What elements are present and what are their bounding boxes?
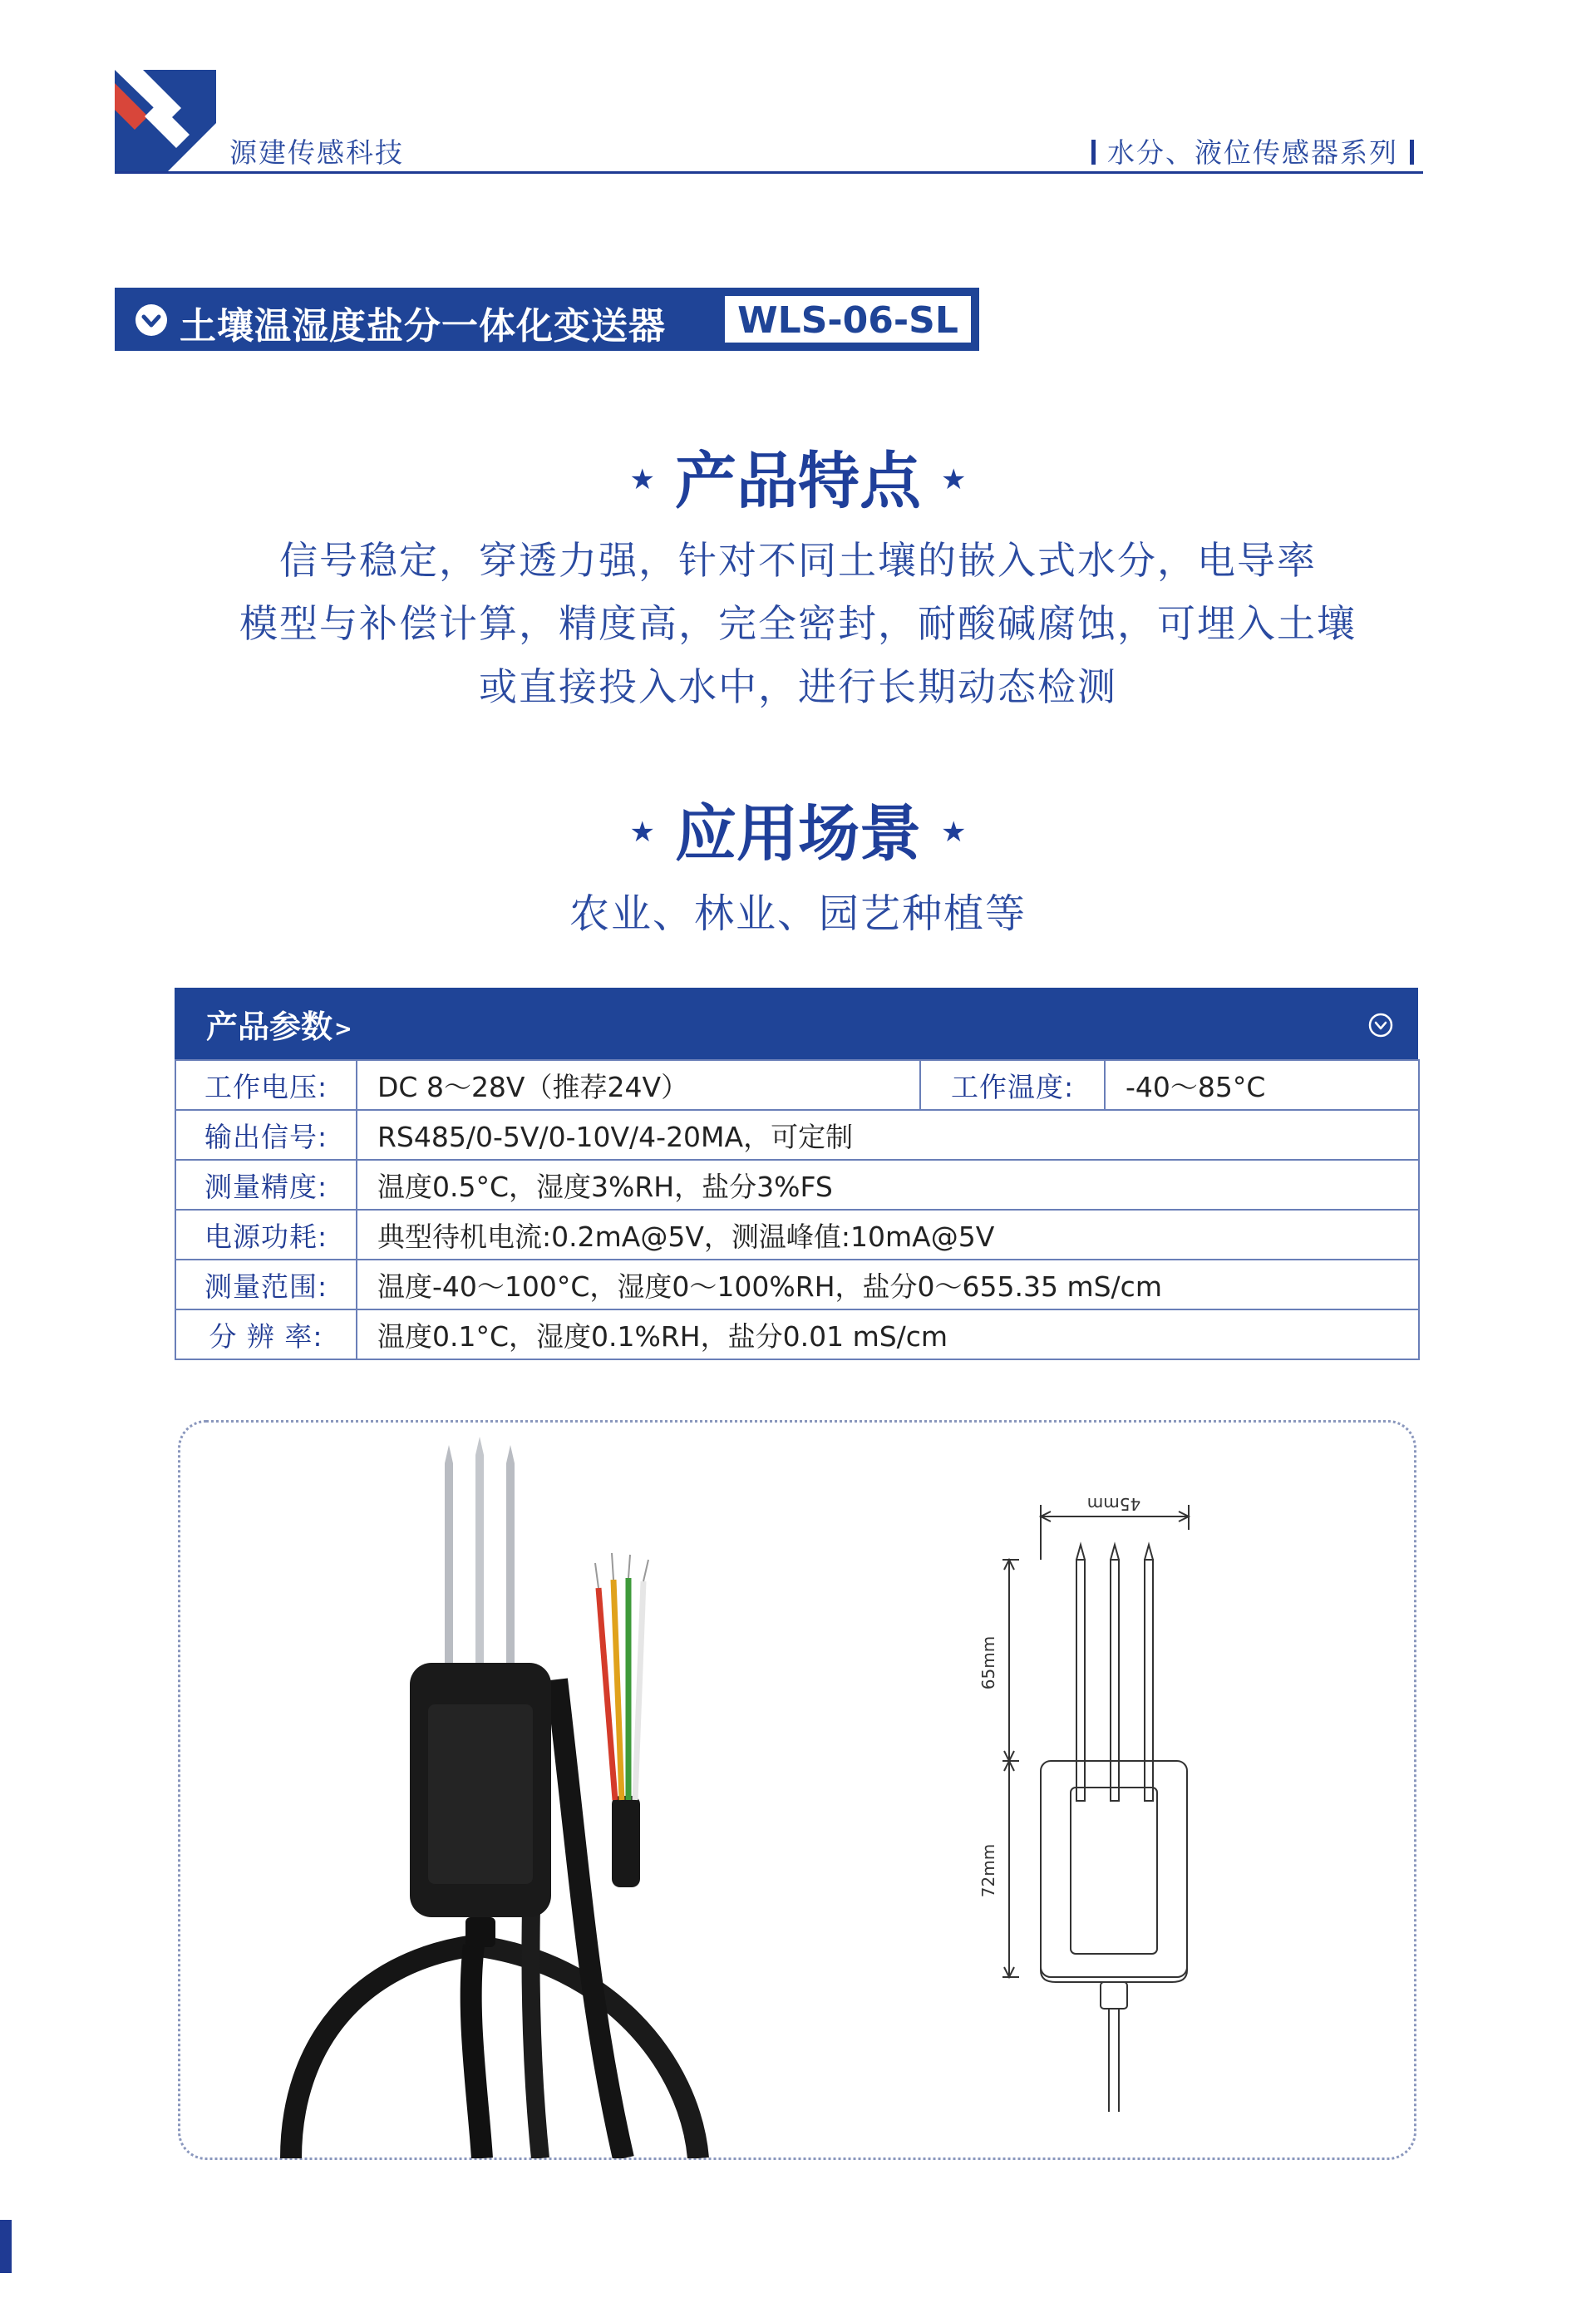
dimension-probe-label: 65mm [978, 1635, 998, 1690]
table-row [175, 1309, 1419, 1359]
star-icon: ★ [629, 816, 655, 849]
features-heading [0, 432, 1596, 520]
star-icon: ★ [629, 463, 655, 496]
star-icon: ★ [941, 463, 967, 496]
company-name: 源建传感科技 [229, 136, 404, 169]
table-row [175, 1160, 1419, 1210]
spec-value: 温度0.5°C，湿度3%RH，盐分3%FS [357, 1160, 1419, 1210]
company-logo [115, 70, 216, 171]
spec-label: 工作电压: [175, 1060, 357, 1110]
features-line: 信号稳定，穿透力强，针对不同土壤的嵌入式水分，电导率 [279, 538, 1317, 583]
table-row [175, 1210, 1419, 1260]
series-bar-left [1091, 140, 1096, 165]
series-bar-right [1410, 140, 1414, 165]
table-row [175, 1060, 1419, 1110]
spec-value: RS485/0-5V/0-10V/4-20MA，可定制 [357, 1110, 1419, 1160]
chevron-circle-icon [135, 304, 167, 336]
spec-label: 电源功耗: [175, 1210, 357, 1260]
dimension-width-label: 45mm [1086, 1494, 1141, 1514]
star-icon: ★ [941, 816, 967, 849]
spec-label: 测量范围: [175, 1260, 357, 1309]
spec-value: DC 8～28V（推荐24V） [357, 1060, 920, 1110]
spec-value: -40～85°C [1105, 1060, 1419, 1110]
spec-value: 温度0.1°C，湿度0.1%RH，盐分0.01 mS/cm [357, 1309, 1419, 1359]
features-line: 模型与补偿计算，精度高，完全密封，耐酸碱腐蚀，可埋入土壤 [239, 601, 1357, 646]
features-heading-text: 产品特点 [675, 446, 921, 517]
dimension-drawing [948, 1480, 1347, 2145]
spec-table-title [206, 1001, 352, 1047]
spec-title-suffix: > [334, 1017, 352, 1042]
features-line: 或直接投入水中，进行长期动态检测 [479, 664, 1117, 709]
spec-table-header [175, 988, 1418, 1059]
header-divider [115, 171, 1423, 174]
page-corner-mark [0, 2220, 12, 2273]
table-row [175, 1110, 1419, 1160]
spec-label: 分 辨 率: [175, 1309, 357, 1359]
spec-label: 输出信号: [175, 1110, 357, 1160]
spec-label: 测量精度: [175, 1160, 357, 1210]
table-row [175, 1260, 1419, 1309]
spec-table [175, 1059, 1420, 1360]
spec-value: 温度-40～100°C，湿度0～100%RH，盐分0～655.35 mS/cm [357, 1260, 1419, 1309]
chevron-down-icon[interactable] [1368, 1013, 1393, 1038]
series-label: 水分、液位传感器系列 [1107, 136, 1398, 169]
applications-heading-text: 应用场景 [675, 798, 921, 870]
spec-label: 工作温度: [920, 1060, 1105, 1110]
model-number: WLS-06-SL [737, 299, 958, 342]
applications-text: 农业、林业、园艺种植等 [569, 890, 1027, 937]
spec-value: 典型待机电流:0.2mA@5V，测温峰值:10mA@5V [357, 1210, 1419, 1260]
spec-title-text: 产品参数 [206, 1008, 333, 1045]
product-title: 土壤温湿度盐分一体化变送器 [180, 305, 666, 348]
product-series [1080, 131, 1426, 170]
features-description [83, 529, 1513, 718]
dimension-body-label: 72mm [978, 1843, 998, 1898]
sensor-product-photo [191, 1430, 939, 2158]
applications-heading [0, 785, 1596, 873]
